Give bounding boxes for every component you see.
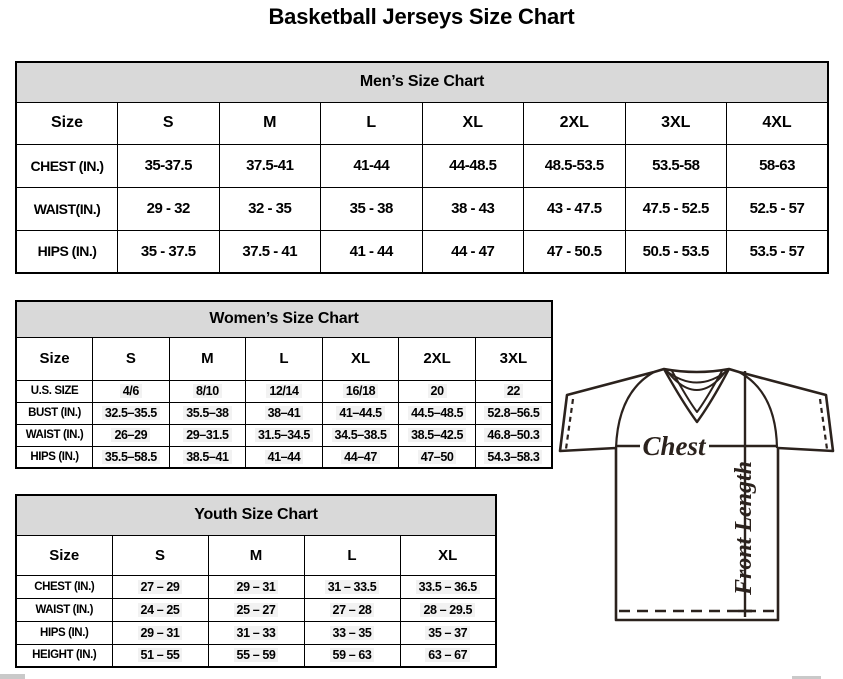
table-title: Men’s Size Chart (16, 62, 828, 102)
value-cell (93, 402, 170, 424)
cell-value: 25 – 27 (234, 603, 279, 617)
value-cell (475, 402, 552, 424)
cell-value: 48.5-53.5 (544, 157, 604, 174)
table-title-row (16, 495, 496, 535)
cell-value: 47.5 - 52.5 (642, 200, 709, 217)
value-cell (322, 424, 399, 446)
table-row (16, 621, 496, 644)
value-cell (625, 187, 727, 230)
column-header-cell: 4XL (727, 102, 829, 144)
value-cell (625, 144, 727, 187)
value-cell (112, 598, 208, 621)
cell-value: 59 – 63 (330, 648, 375, 662)
cell-value: 8/10 (193, 384, 222, 398)
cell-value: 35 – 37 (425, 626, 470, 640)
value-cell (475, 424, 552, 446)
cell-value: 41–44.5 (336, 406, 384, 420)
row-label-cell: HIPS (IN.) (16, 446, 93, 468)
cell-value: 35-37.5 (144, 157, 192, 174)
value-cell (93, 424, 170, 446)
value-cell (321, 144, 423, 187)
table-row (16, 187, 828, 230)
cell-value: 27 – 28 (330, 603, 375, 617)
cell-value: 44–47 (341, 450, 380, 464)
cell-value: 29 – 31 (234, 580, 279, 594)
value-cell (246, 402, 323, 424)
table-row (16, 598, 496, 621)
value-cell (304, 644, 400, 667)
cell-value: 35 - 38 (349, 200, 393, 217)
value-cell (93, 380, 170, 402)
value-cell (625, 230, 727, 273)
value-cell (475, 380, 552, 402)
cell-value: 4/6 (120, 384, 142, 398)
table-row (16, 575, 496, 598)
value-cell (246, 446, 323, 468)
value-cell (400, 575, 496, 598)
scrollbar-fragment-left[interactable] (0, 674, 25, 679)
cell-value: 37.5 - 41 (242, 242, 298, 260)
value-cell (208, 598, 304, 621)
column-header-cell: M (219, 102, 321, 144)
column-header-cell: S (112, 535, 208, 575)
women-size-table (15, 300, 553, 469)
cell-value: 29–31.5 (183, 428, 231, 442)
cell-value: 16/18 (343, 384, 378, 398)
value-cell (118, 187, 220, 230)
value-cell (400, 621, 496, 644)
cell-value: 43 - 47.5 (546, 200, 602, 217)
value-cell (304, 575, 400, 598)
cell-value: 32 - 35 (248, 200, 292, 217)
row-label-cell: CHEST (IN.) (16, 575, 112, 598)
youth-size-table (15, 494, 497, 668)
cell-value: 44-48.5 (449, 157, 497, 174)
value-cell (727, 187, 829, 230)
column-header-cell: M (169, 337, 246, 380)
cell-value: 50.5 - 53.5 (642, 242, 709, 260)
value-cell (304, 621, 400, 644)
front-length-label: Front Length (731, 460, 757, 596)
table-title-row (16, 62, 828, 102)
row-label-cell: U.S. SIZE (16, 380, 93, 402)
value-cell (118, 230, 220, 273)
column-header-cell: S (93, 337, 170, 380)
cell-value: 53.5 - 57 (749, 242, 805, 260)
value-cell (524, 187, 626, 230)
jersey-measurement-diagram (556, 358, 838, 630)
value-cell (93, 446, 170, 468)
cell-value: 41 - 44 (349, 242, 393, 260)
cell-value: 54.3–58.3 (484, 450, 542, 464)
cell-value: 35.5–38 (183, 406, 231, 420)
column-header-row (16, 535, 496, 575)
value-cell (169, 424, 246, 446)
cell-value: 38.5–42.5 (408, 428, 466, 442)
cell-value: 32.5–35.5 (102, 406, 160, 420)
cell-value: 31 – 33.5 (325, 580, 380, 594)
cell-value: 52.8–56.5 (484, 406, 542, 420)
table-row (16, 380, 552, 402)
cell-value: 46.8–50.3 (484, 428, 542, 442)
column-header-cell: L (304, 535, 400, 575)
value-cell (219, 230, 321, 273)
value-cell (400, 644, 496, 667)
chest-label: Chest (642, 431, 706, 461)
value-cell (112, 621, 208, 644)
cell-value: 38 - 43 (451, 200, 495, 217)
column-header-cell: Size (16, 102, 118, 144)
value-cell (208, 575, 304, 598)
cell-value: 24 – 25 (138, 603, 183, 617)
row-label-cell: WAIST(IN.) (16, 187, 118, 230)
value-cell (399, 424, 476, 446)
cell-value: 35.5–58.5 (102, 450, 160, 464)
table-row (16, 644, 496, 667)
mens-size-chart (15, 61, 829, 274)
value-cell (118, 144, 220, 187)
cell-value: 28 – 29.5 (420, 603, 475, 617)
cell-value: 44.5–48.5 (408, 406, 466, 420)
cell-value: 38–41 (265, 406, 304, 420)
row-label-cell: WAIST (IN.) (16, 598, 112, 621)
cell-value: 35 - 37.5 (140, 242, 196, 260)
cell-value: 37.5-41 (246, 157, 294, 174)
cell-value: 47 - 50.5 (546, 242, 602, 260)
men-size-table (15, 61, 829, 274)
column-header-cell: XL (322, 337, 399, 380)
cell-value: 41–44 (265, 450, 304, 464)
column-header-cell: 3XL (625, 102, 727, 144)
value-cell (219, 187, 321, 230)
table-title: Youth Size Chart (16, 495, 496, 535)
cell-value: 31 – 33 (234, 626, 279, 640)
value-cell (321, 230, 423, 273)
cell-value: 26–29 (111, 428, 150, 442)
row-label-cell: CHEST (IN.) (16, 144, 118, 187)
value-cell (304, 598, 400, 621)
cell-value: 58-63 (759, 157, 795, 174)
cell-value: 52.5 - 57 (749, 200, 805, 217)
value-cell (727, 144, 829, 187)
cell-value: 12/14 (266, 384, 301, 398)
column-header-cell: S (118, 102, 220, 144)
cell-value: 34.5–38.5 (332, 428, 390, 442)
value-cell (400, 598, 496, 621)
value-cell (399, 446, 476, 468)
cell-value: 29 – 31 (138, 626, 183, 640)
cell-value: 51 – 55 (138, 648, 183, 662)
value-cell (727, 230, 829, 273)
cell-value: 22 (504, 384, 523, 398)
page-title: Basketball Jerseys Size Chart (268, 4, 575, 29)
cell-value: 33.5 – 36.5 (416, 580, 480, 594)
column-header-cell: 2XL (524, 102, 626, 144)
row-label-cell: BUST (IN.) (16, 402, 93, 424)
cell-value: 53.5-58 (652, 157, 700, 174)
value-cell (219, 144, 321, 187)
table-row (16, 424, 552, 446)
value-cell (208, 621, 304, 644)
value-cell (322, 402, 399, 424)
cell-value: 33 – 35 (330, 626, 375, 640)
column-header-cell: L (246, 337, 323, 380)
jersey-outline (560, 369, 833, 620)
womens-size-chart (15, 300, 553, 469)
cell-value: 31.5–34.5 (255, 428, 313, 442)
cell-value: 38.5–41 (183, 450, 231, 464)
table-title-row (16, 301, 552, 337)
table-title: Women’s Size Chart (16, 301, 552, 337)
table-row (16, 230, 828, 273)
value-cell (475, 446, 552, 468)
table-row (16, 402, 552, 424)
row-label-cell: WAIST (IN.) (16, 424, 93, 446)
value-cell (208, 644, 304, 667)
value-cell (524, 230, 626, 273)
column-header-row (16, 102, 828, 144)
cell-value: 63 – 67 (425, 648, 470, 662)
column-header-cell: 2XL (399, 337, 476, 380)
value-cell (112, 644, 208, 667)
cell-value: 55 – 59 (234, 648, 279, 662)
row-label-cell: HEIGHT (IN.) (16, 644, 112, 667)
cell-value: 29 - 32 (146, 200, 190, 217)
value-cell (169, 380, 246, 402)
row-label-cell: HIPS (IN.) (16, 621, 112, 644)
column-header-cell: M (208, 535, 304, 575)
column-header-cell: L (321, 102, 423, 144)
value-cell (399, 402, 476, 424)
column-header-cell: XL (422, 102, 524, 144)
value-cell (422, 144, 524, 187)
cell-value: 44 - 47 (451, 242, 495, 260)
table-row (16, 446, 552, 468)
value-cell (169, 446, 246, 468)
column-header-row (16, 337, 552, 380)
value-cell (169, 402, 246, 424)
cell-value: 47–50 (418, 450, 457, 464)
cell-value: 27 – 29 (138, 580, 183, 594)
youth-size-chart (15, 494, 497, 668)
value-cell (524, 144, 626, 187)
value-cell (246, 380, 323, 402)
value-cell (399, 380, 476, 402)
value-cell (321, 187, 423, 230)
column-header-cell: Size (16, 337, 93, 380)
value-cell (246, 424, 323, 446)
value-cell (322, 446, 399, 468)
cell-value: 20 (428, 384, 447, 398)
value-cell (322, 380, 399, 402)
cell-value: 41-44 (353, 157, 390, 174)
row-label-cell: HIPS (IN.) (16, 230, 118, 273)
column-header-cell: 3XL (475, 337, 552, 380)
column-header-cell: XL (400, 535, 496, 575)
value-cell (422, 230, 524, 273)
column-header-cell: Size (16, 535, 112, 575)
value-cell (112, 575, 208, 598)
value-cell (422, 187, 524, 230)
table-row (16, 144, 828, 187)
